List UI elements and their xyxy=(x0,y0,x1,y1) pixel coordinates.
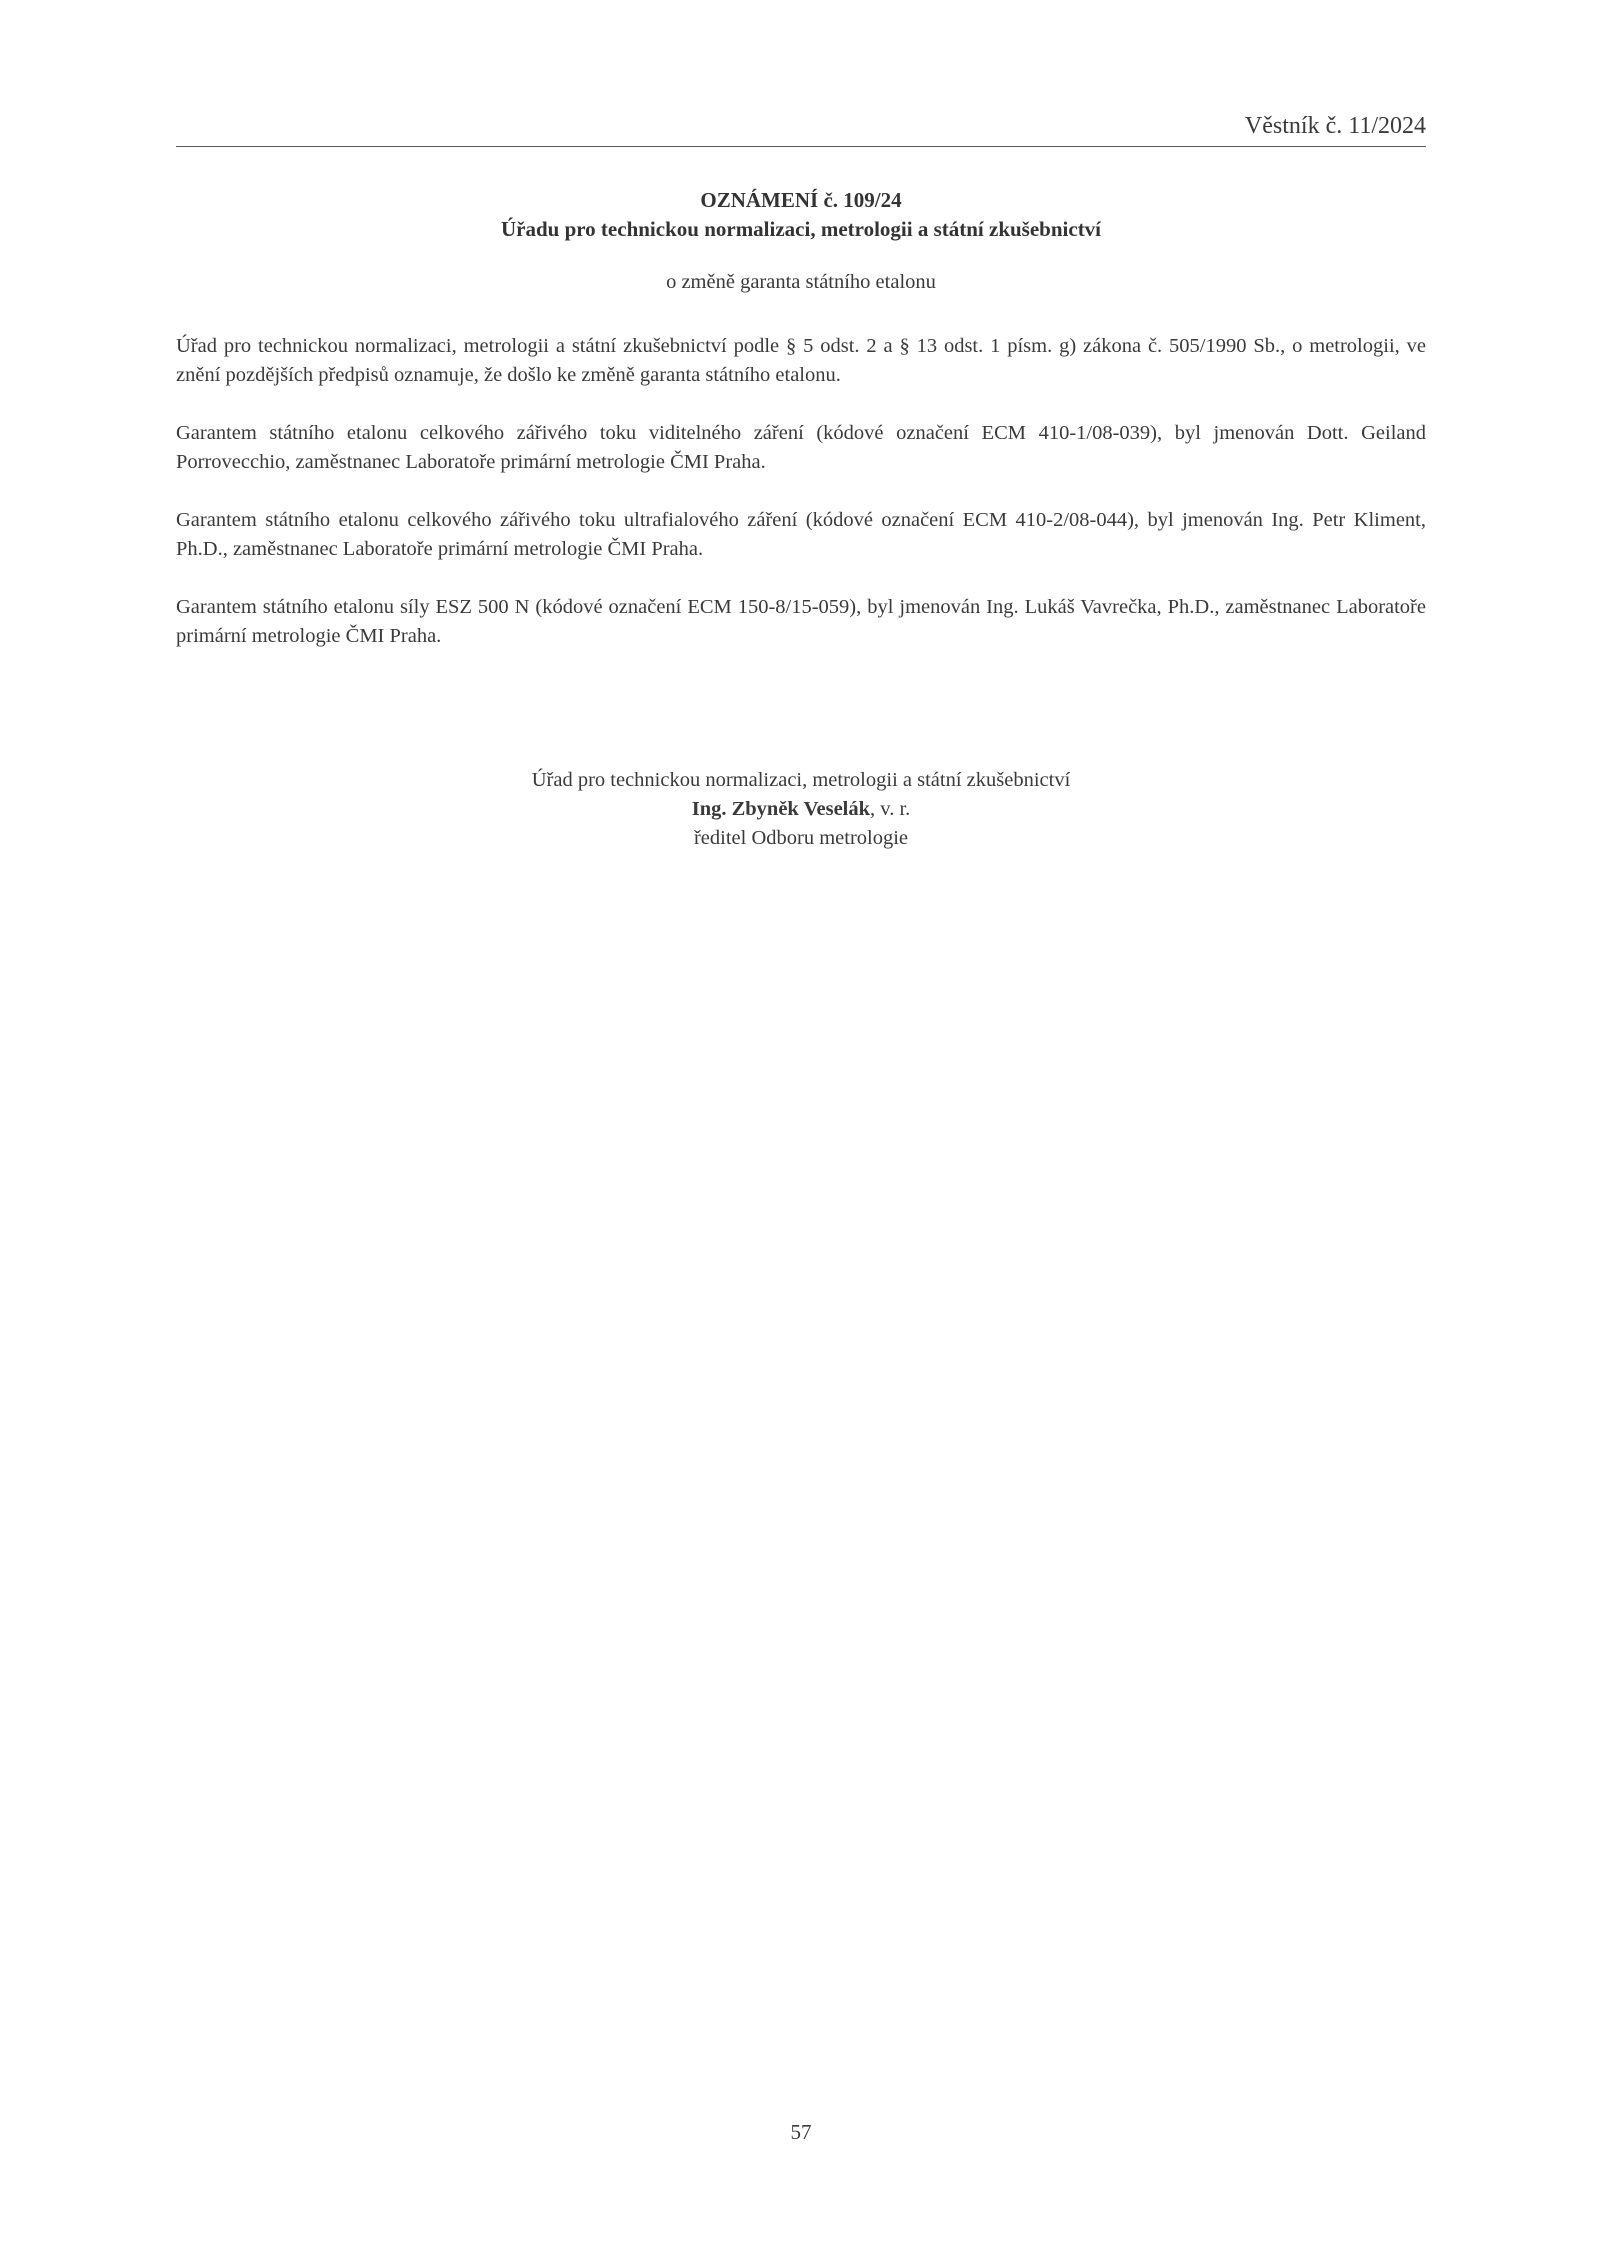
signatory-position: ředitel Odboru metrologie xyxy=(693,827,909,849)
page-number: 57 xyxy=(790,2120,812,2144)
running-header xyxy=(176,112,1426,147)
notice-title: OZNÁMENÍ č. 109/24 xyxy=(700,188,902,212)
signatory-suffix: , v. r. xyxy=(870,798,911,820)
paragraph-force-standard: Garantem státního etalonu síly ESZ 500 N (kódové označení ECM 150-8/15-059), byl jmenován Ing. Lukáš Vavrečka, Ph.D., zaměstnanec Laboratoře primární metrologie ČMI Praha. xyxy=(176,596,1426,647)
journal-issue-title: Věstník č. 11/2024 xyxy=(1244,113,1426,139)
notice-body xyxy=(176,332,1426,680)
notice-subject: o změně garanta státního etalonu xyxy=(666,271,936,293)
signatory-name: Ing. Zbyněk Veselák xyxy=(691,798,871,820)
notice-heading xyxy=(176,186,1426,297)
paragraph-visible-radiation: Garantem státního etalonu celkového zářivého toku viditelného záření (kódové označení ECM 410-1/08-039), byl jmenován Dott. Geiland Porrovecchio, zaměstnanec Laboratoře primární metrologie ČMI Praha. xyxy=(176,422,1426,473)
notice-issuer: Úřadu pro technickou normalizaci, metrologii a státní zkušebnictví xyxy=(500,217,1102,241)
paragraph-ultraviolet-radiation: Garantem státního etalonu celkového zářivého toku ultrafialového záření (kódové označení ECM 410-2/08-044), byl jmenován Ing. Petr Kliment, Ph.D., zaměstnanec Laboratoře primární metrologie ČMI Praha. xyxy=(176,509,1426,560)
signature-block xyxy=(176,766,1426,853)
signature-office: Úřad pro technickou normalizaci, metrologii a státní zkušebnictví xyxy=(531,769,1071,791)
signature-name-line xyxy=(176,795,1426,824)
paragraph-intro: Úřad pro technickou normalizaci, metrologii a státní zkušebnictví podle § 5 odst. 2 a § 13 odst. 1 písm. g) zákona č. 505/1990 Sb., o metrologii, ve znění pozdějších předpisů oznamuje, že došlo ke změně garanta státního etalonu. xyxy=(176,335,1426,386)
